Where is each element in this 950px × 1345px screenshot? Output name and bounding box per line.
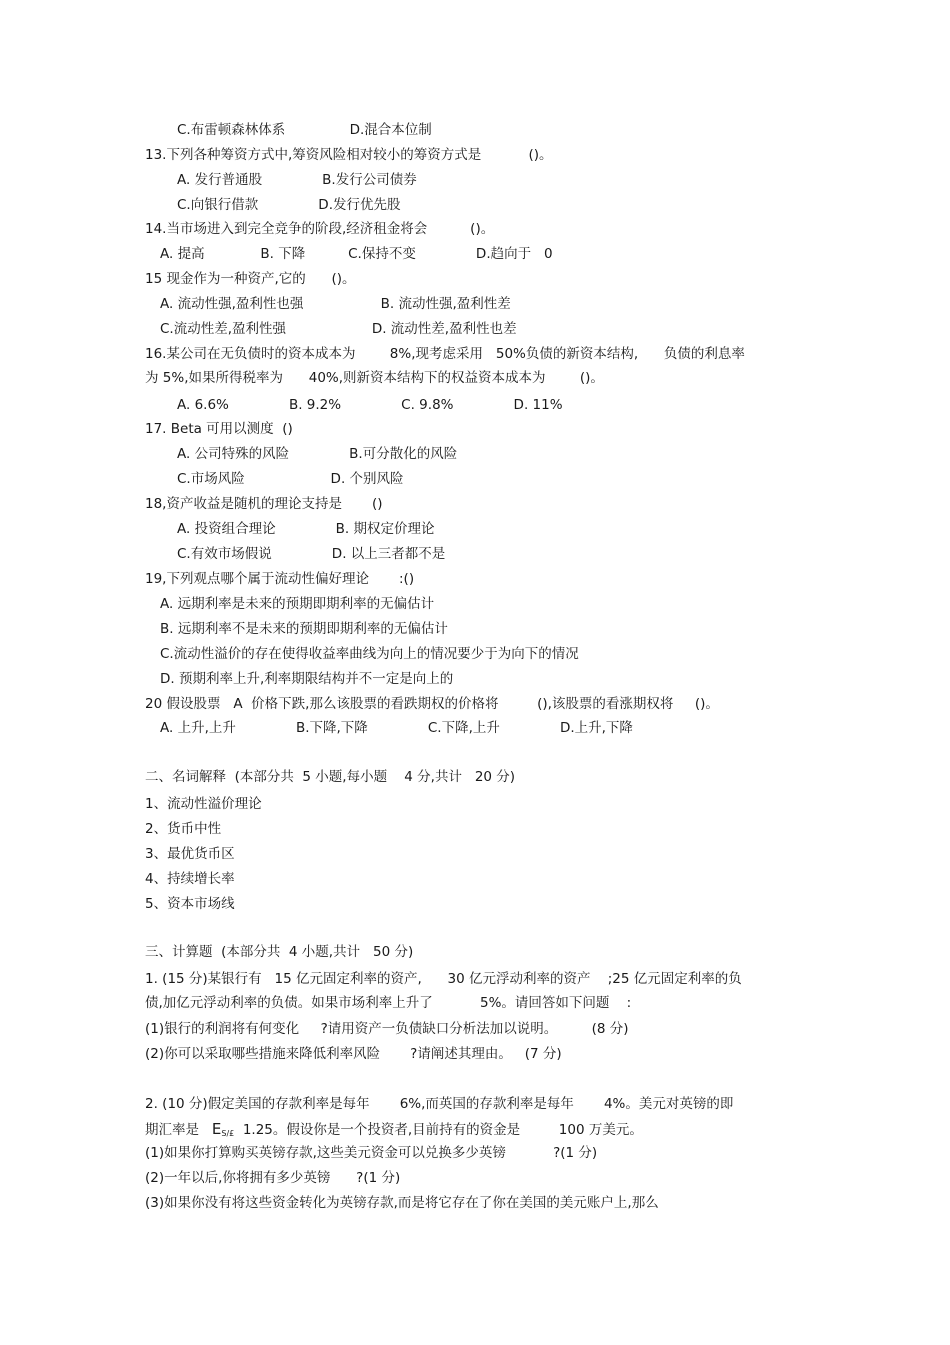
- term-3: 3、最优货币区: [145, 846, 235, 862]
- calc-1-line1: 1. (15 分)某银行有 15 亿元固定利率的资产, 30 亿元浮动利率的资产 ;25 亿元固定利率的负: [145, 971, 742, 987]
- q13-stem: 13.下列各种筹资方式中,筹资风险相对较小的筹资方式是 ()。: [145, 147, 553, 163]
- calc-1-line2: 债,加亿元浮动利率的负债。如果市场利率上升了 5%。请回答如下问题 :: [145, 995, 632, 1011]
- fx-rate-symbol: E: [211, 1120, 222, 1138]
- calc-2-line1: 2. (10 分)假定美国的存款利率是每年 6%,而英国的存款利率是每年 4%。美元对英镑的即: [145, 1096, 734, 1112]
- q13-options-ab: A. 发行普通股 B.发行公司债券: [177, 172, 417, 188]
- q19-option-c: C.流动性溢价的存在使得收益率曲线为向上的情况要少于为向下的情况: [160, 646, 579, 662]
- q20-options: A. 上升,上升 B.下降,下降 C.下降,上升 D.上升,下降: [160, 720, 633, 736]
- fx-rate-prefix: 期汇率是: [145, 1122, 199, 1138]
- calc-2-sub1: (1)如果你打算购买英镑存款,这些美元资金可以兑换多少英镑 ?(1 分): [145, 1145, 598, 1161]
- section-2-heading: 二、名词解释 (本部分共 5 小题,每小题 4 分,共计 20 分): [145, 769, 516, 785]
- calc-1-sub2: (2)你可以采取哪些措施来降低利率风险 ?请阐述其理由。 (7 分): [145, 1046, 562, 1062]
- calc-2-line2: [145, 1120, 643, 1143]
- q17-options-cd: C.市场风险 D. 个别风险: [177, 471, 404, 487]
- q16-stem-line1: 16.某公司在无负债时的资本成本为 8%,现考虑采用 50%负债的新资本结构, 负债的利息率: [145, 346, 745, 362]
- q19-option-b: B. 远期利率不是未来的预期即期利率的无偏估计: [160, 621, 448, 637]
- q18-stem: 18,资产收益是随机的理论支持是 (): [145, 496, 383, 512]
- q19-stem: 19,下列观点哪个属于流动性偏好理论 :(): [145, 571, 415, 587]
- q17-stem: 17. Beta 可用以测度 (): [145, 421, 293, 437]
- q20-stem: 20 假设股票 A 价格下跌,那么该股票的看跌期权的价格将 (),该股票的看涨期权将 ()。: [145, 696, 719, 712]
- q19-option-a: A. 远期利率是未来的预期即期利率的无偏估计: [160, 596, 435, 612]
- q19-option-d: D. 预期利率上升,利率期限结构并不一定是向上的: [160, 671, 454, 687]
- calc-2-sub2: (2)一年以后,你将拥有多少英镑 ?(1 分): [145, 1170, 401, 1186]
- calc-1-sub1: (1)银行的利润将有何变化 ?请用资产一负债缺口分析法加以说明。 (8 分): [145, 1021, 629, 1037]
- q14-options: A. 提高 B. 下降 C.保持不变 D.趋向于 0: [160, 246, 553, 262]
- q12-options-cd: C.布雷顿森林体系 D.混合本位制: [177, 122, 432, 138]
- q14-stem: 14.当市场进入到完全竞争的阶段,经济租金将会 ()。: [145, 221, 495, 237]
- fx-rate-rest: 1.25。假设你是一个投资者,目前持有的资金是 100 万美元。: [242, 1122, 643, 1138]
- term-4: 4、持续增长率: [145, 871, 235, 887]
- q16-options: A. 6.6% B. 9.2% C. 9.8% D. 11%: [177, 397, 563, 413]
- q13-options-cd: C.向银行借款 D.发行优先股: [177, 197, 401, 213]
- q15-stem: 15 现金作为一种资产,它的 ()。: [145, 271, 356, 287]
- q18-options-ab: A. 投资组合理论 B. 期权定价理论: [177, 521, 435, 537]
- section-3-heading: 三、计算题 (本部分共 4 小题,共计 50 分): [145, 944, 414, 960]
- q15-options-ab: A. 流动性强,盈利性也强 B. 流动性强,盈利性差: [160, 296, 511, 312]
- fx-rate-subscript: S/£: [221, 1129, 235, 1138]
- term-1: 1、流动性溢价理论: [145, 796, 262, 812]
- term-5: 5、资本市场线: [145, 896, 235, 912]
- calc-2-sub3: (3)如果你没有将这些资金转化为英镑存款,而是将它存在了你在美国的美元账户上,那么: [145, 1195, 659, 1211]
- q17-options-ab: A. 公司特殊的风险 B.可分散化的风险: [177, 446, 458, 462]
- term-2: 2、货币中性: [145, 821, 222, 837]
- q15-options-cd: C.流动性差,盈利性强 D. 流动性差,盈利性也差: [160, 321, 517, 337]
- q16-stem-line2: 为 5%,如果所得税率为 40%,则新资本结构下的权益资本成本为 ()。: [145, 370, 604, 386]
- q18-options-cd: C.有效市场假说 D. 以上三者都不是: [177, 546, 446, 562]
